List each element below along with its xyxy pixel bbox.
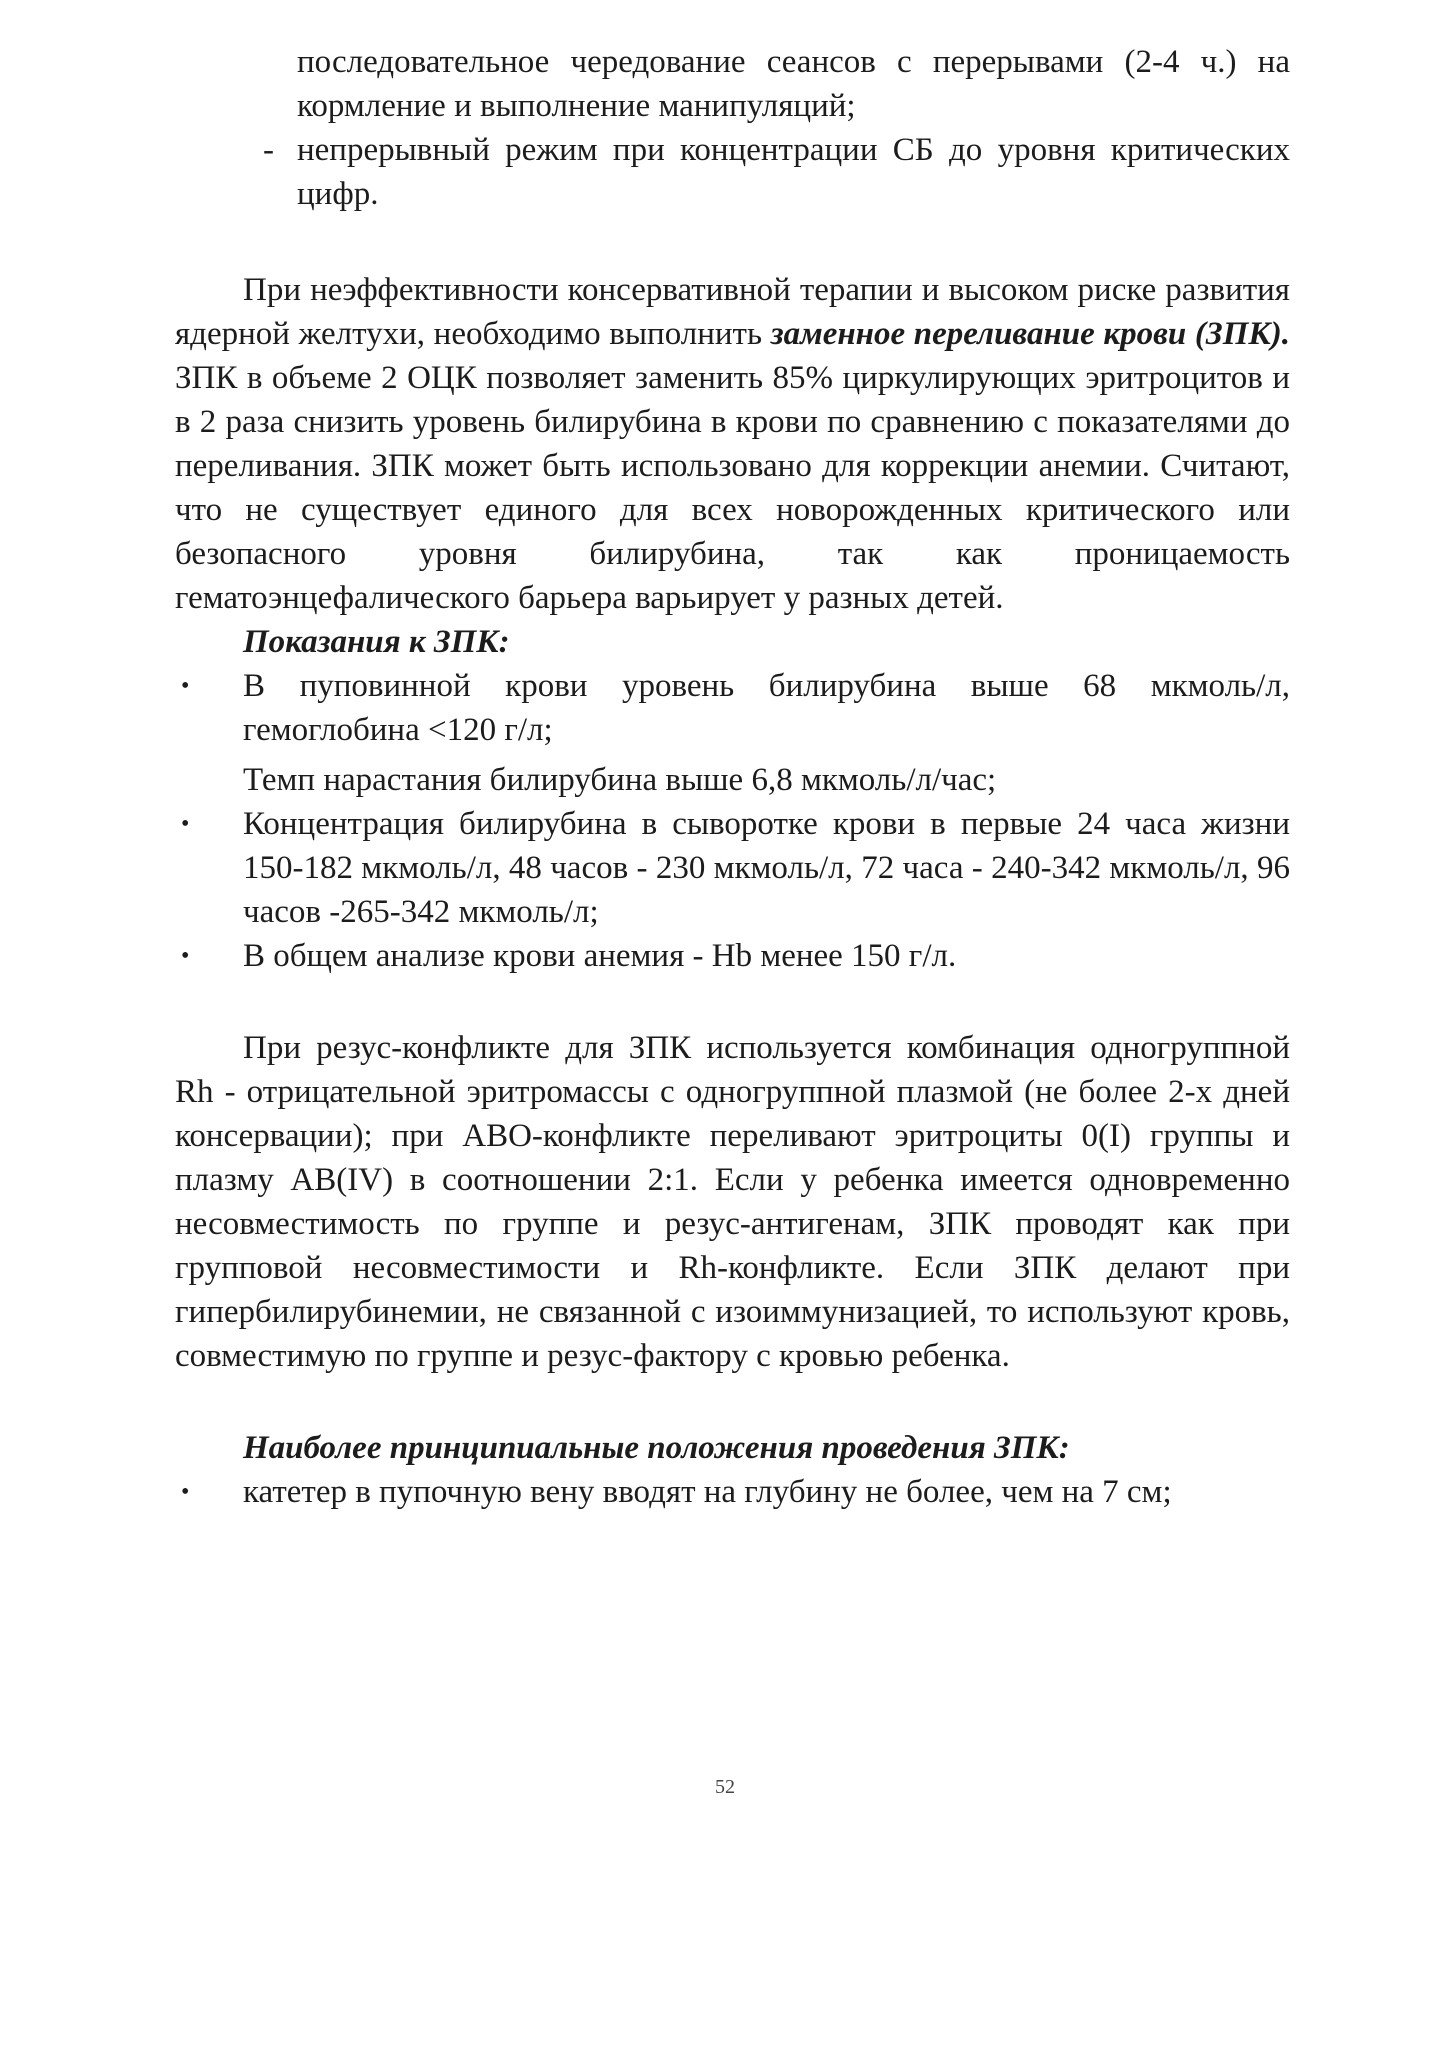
intro-list-item: последовательное чередование сеансов с перерывами (2-4 ч.) на кормление и выполнение манипуляций; [297,44,1290,124]
bullet-marker: • [181,943,190,969]
list-item-text: Концентрация билирубина в сыворотке крови в первые 24 часа жизни 150-182 мкмоль/л, 48 часов - 230 мкмоль/л, 72 часа - 240-342 мкмоль/л, 96 часов -265-342 мкмоль/л; [243,806,1290,930]
bullet-marker: • [181,1479,190,1505]
list-item [175,802,1290,934]
indications-heading: Показания к ЗПК: [243,624,510,660]
list-item-text: Темп нарастания билирубина выше 6,8 мкмоль/л/час; [243,762,997,798]
intro-list [175,40,1290,216]
list-item-text: В пуповинной крови уровень билирубина выше 68 мкмоль/л, гемоглобина <120 г/л; [243,668,1290,748]
spacer [175,1378,1290,1426]
page-number: 52 [715,1776,735,1798]
term-exchange-transfusion: заменное переливание крови (ЗПК). [770,316,1290,352]
indications-list [175,664,1290,978]
spacer [175,978,1290,1026]
list-item [175,664,1290,752]
paragraph-text: При неэффективности консервативной терапии и высоком риске развития ядерной желтухи, необходимо выполнить [175,272,1290,352]
bullet-marker: • [181,811,190,837]
list-item-text: В общем анализе крови анемия - Hb менее 150 г/л. [243,938,957,974]
principles-heading: Наиболее принципиальные положения проведения ЗПК: [243,1430,1070,1466]
paragraph-text: ЗПК в объеме 2 ОЦК позволяет заменить 85% циркулирующих эритроцитов и в 2 раза снизить уровень билирубина в крови по сравнению с показателями до переливания. ЗПК может быть использовано для коррекции анемии. Считают, что не существует единого для всех новорожденных критического или безопасного уровня билирубина, так как проницаемость гематоэнцефалического барьера варьирует у разных детей. [175,360,1290,616]
list-item [175,758,1290,802]
principles-list [175,1470,1290,1514]
intro-list-item: - непрерывный режим при концентрации СБ до уровня критических цифр. [175,128,1290,216]
list-item [175,1470,1290,1514]
paragraph-exchange-transfusion [175,268,1290,620]
bullet-marker: • [181,673,190,699]
list-item-text: катетер в пупочную вену вводят на глубину не более, чем на 7 см; [243,1474,1172,1510]
paragraph-rh-conflict: При резус-конфликте для ЗПК используется комбинация одногруппной Rh - отрицательной эритромассы с одногруппной плазмой (не более 2-х дней консервации); при АВО-конфликте переливают эритроциты 0(I) группы и плазму АВ(IV) в соотношении 2:1. Если у ребенка имеется одновременно несовместимость по группе и резус-антигенам, ЗПК проводят как при групповой несовместимости и Rh-конфликте. Если ЗПК делают при гипербилирубинемии, не связанной с изоиммунизацией, то используют кровь, совместимую по группе и резус-фактору с кровью ребенка. [175,1030,1290,1374]
list-item [175,934,1290,978]
document-page [175,40,1290,1514]
